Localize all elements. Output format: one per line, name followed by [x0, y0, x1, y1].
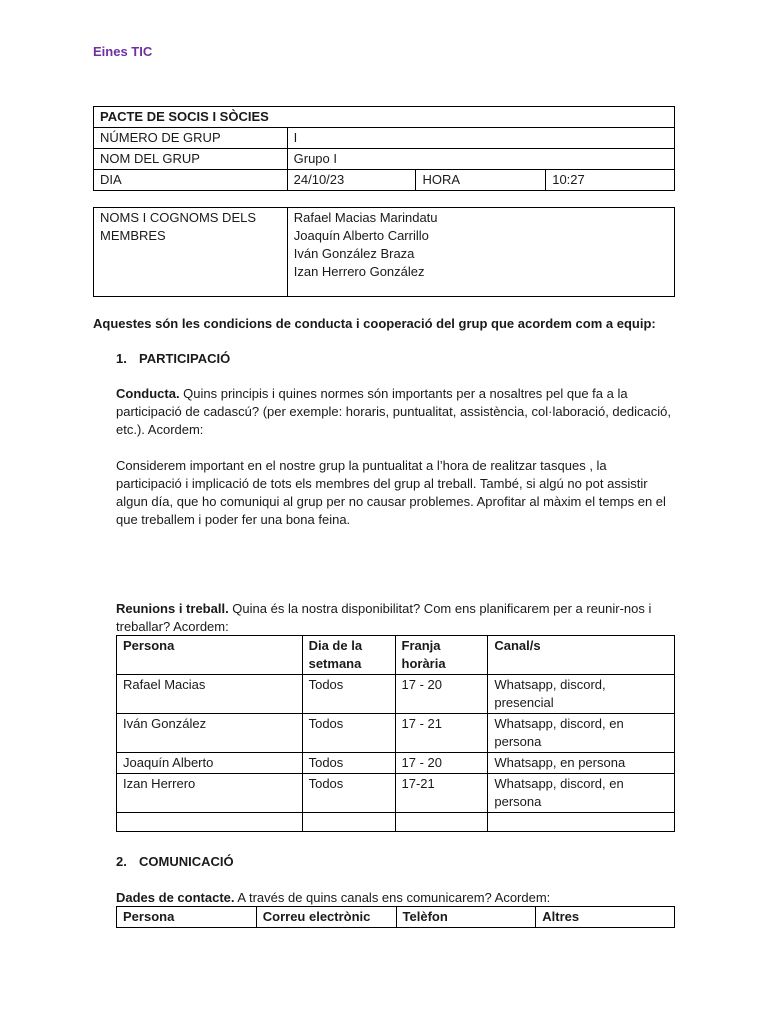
header-title: Eines TIC: [93, 44, 153, 59]
table-cell: [302, 813, 395, 832]
table-row: [94, 149, 675, 170]
table-cell: Izan Herrero: [117, 774, 303, 813]
hour-label: HORA: [416, 170, 546, 191]
table-cell: Todos: [302, 753, 395, 774]
conducta-answer: Considerem important en el nostre grup la puntualitat a l’hora de realitzar tasques , la participació i implicació de tots els membres del grup al treball. També, si algú no pot assistir algun día, que ho comuniqui al grup per no causar problemes. Aprofitar al màxim el temps en el que treballem i poder fer una bona feina.: [116, 458, 666, 527]
hour-value: 10:27: [546, 170, 675, 191]
table-row: [117, 675, 675, 714]
intro-text: Aquestes són les condicions de conducta i cooperació del grup que acordem com a equip:: [93, 316, 656, 331]
reunions-text: Quina és la nostra disponibilitat? Com ens planificarem per a reunir-nos i treballar? Acordem:: [116, 601, 652, 634]
contact-header: Altres: [536, 907, 675, 928]
table-cell: Rafael Macias: [117, 675, 303, 714]
table-row: [117, 813, 675, 832]
members-list: [287, 208, 674, 297]
dades-text: A través de quins canals ens comunicarem? Acordem:: [234, 890, 551, 905]
dades-label: Dades de contacte.: [116, 890, 235, 905]
group-name-value: Grupo I: [287, 149, 674, 170]
member-name: Izan Herrero González: [293, 264, 425, 279]
table-cell: Iván González: [117, 714, 303, 753]
table-cell: 17-21: [395, 774, 488, 813]
table-cell: Todos: [302, 714, 395, 753]
table-cell: Whatsapp, discord, en persona: [488, 714, 675, 753]
pacte-table: [93, 106, 675, 191]
conducta-text: Quins principis i quines normes són importants per a nosaltres pel que fa a la participació de cadascú? (per exemple: horaris, puntualitat, assistència, col·laboració, dedicació, etc.). Acordem:: [116, 386, 671, 437]
table-cell: Whatsapp, discord, en persona: [488, 774, 675, 813]
schedule-table: [116, 635, 675, 832]
contact-table: [116, 906, 675, 928]
conducta-label: Conducta.: [116, 386, 180, 401]
section1-number: 1.: [116, 351, 127, 366]
contact-header: Telèfon: [396, 907, 536, 928]
section2-title: COMUNICACIÓ: [139, 854, 234, 869]
day-value: 24/10/23: [287, 170, 416, 191]
dades-paragraph: [116, 889, 676, 907]
table-cell: [488, 813, 675, 832]
table-cell: Joaquín Alberto: [117, 753, 303, 774]
table-row: [94, 107, 675, 128]
day-label: DIA: [94, 170, 288, 191]
conducta-paragraph: [116, 385, 676, 439]
table-cell: Todos: [302, 774, 395, 813]
schedule-header: Canal/s: [488, 636, 675, 675]
pacte-title: PACTE DE SOCIS I SÒCIES: [94, 107, 675, 128]
table-cell: 17 - 20: [395, 753, 488, 774]
table-cell: Whatsapp, en persona: [488, 753, 675, 774]
table-cell: [117, 813, 303, 832]
section2-number: 2.: [116, 854, 127, 869]
section1-title: PARTICIPACIÓ: [139, 351, 231, 366]
table-row: [117, 753, 675, 774]
table-cell: 17 - 21: [395, 714, 488, 753]
table-row: [117, 636, 675, 675]
table-row: [117, 774, 675, 813]
table-cell: Whatsapp, discord, presencial: [488, 675, 675, 714]
reunions-paragraph: [116, 600, 670, 636]
schedule-header: Persona: [117, 636, 303, 675]
contact-header: Correu electrònic: [256, 907, 396, 928]
group-number-value: I: [287, 128, 674, 149]
table-cell: Todos: [302, 675, 395, 714]
table-cell: 17 - 20: [395, 675, 488, 714]
members-label: NOMS I COGNOMS DELS MEMBRES: [94, 208, 288, 297]
table-row: [94, 208, 675, 297]
group-name-label: NOM DEL GRUP: [94, 149, 288, 170]
group-number-label: NÚMERO DE GRUP: [94, 128, 288, 149]
table-row: [94, 128, 675, 149]
member-name: Joaquín Alberto Carrillo: [293, 228, 429, 243]
reunions-label: Reunions i treball.: [116, 601, 229, 616]
schedule-header: Franja horària: [395, 636, 488, 675]
member-name: Iván González Braza: [293, 246, 415, 261]
table-row: [117, 907, 675, 928]
contact-header: Persona: [117, 907, 257, 928]
member-name: Rafael Macias Marindatu: [293, 210, 438, 225]
table-cell: [395, 813, 488, 832]
members-table: [93, 207, 675, 297]
table-row: [94, 170, 675, 191]
table-row: [117, 714, 675, 753]
schedule-header: Dia de la setmana: [302, 636, 395, 675]
